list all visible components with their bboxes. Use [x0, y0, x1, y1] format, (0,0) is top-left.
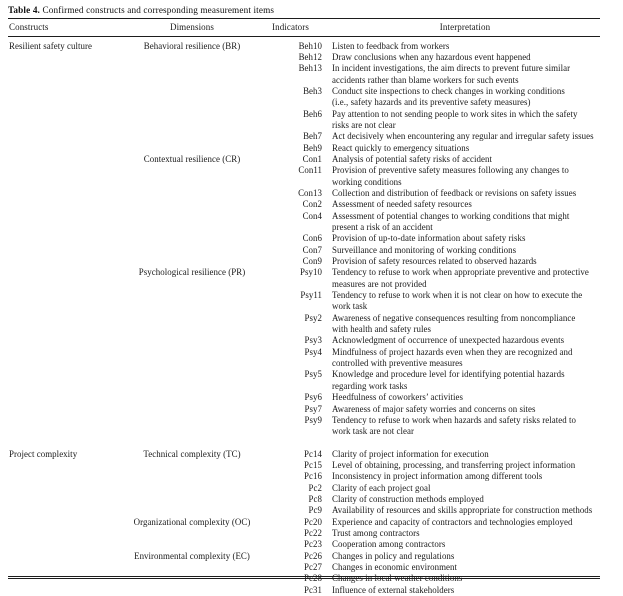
cell-interpretation: [330, 505, 600, 516]
cell-dimension: [116, 369, 268, 392]
cell-interpretation: [330, 154, 600, 165]
cell-indicator: Con6: [268, 233, 330, 244]
cell-interpretation: [330, 335, 600, 346]
cell-interpretation: [330, 369, 600, 392]
cell-indicator: Psy6: [268, 392, 330, 403]
table-row: [8, 585, 600, 596]
interpretation-line: Inconsistency in project information among different tools: [332, 471, 598, 482]
interpretation-line: work task are not clear: [332, 426, 598, 437]
interpretation-line: Surveillance and monitoring of working conditions: [332, 245, 598, 256]
interpretation-line: work task: [332, 301, 598, 312]
cell-interpretation: [330, 290, 600, 313]
cell-construct: [8, 369, 116, 392]
cell-interpretation: [330, 438, 600, 460]
cell-construct: [8, 347, 116, 370]
cell-indicator: Pc28: [268, 573, 330, 584]
cell-dimension: [116, 562, 268, 573]
table-row: [8, 109, 600, 132]
interpretation-line: Act decisively when encountering any regular and irregular safety issues: [332, 131, 598, 142]
cell-dimension: [116, 233, 268, 244]
table-row: [8, 392, 600, 403]
table-row: [8, 528, 600, 539]
cell-interpretation: [330, 562, 600, 573]
cell-interpretation: [330, 199, 600, 210]
cell-indicator: Psy10: [268, 267, 330, 290]
cell-indicator: Psy5: [268, 369, 330, 392]
cell-interpretation: [330, 37, 600, 52]
table-bottom-rule-upper: [8, 576, 600, 577]
table-caption-text: Confirmed constructs and corresponding measurement items: [42, 5, 274, 15]
cell-dimension: [116, 460, 268, 471]
interpretation-line: Assessment of needed safety resources: [332, 199, 598, 210]
table-header: [8, 19, 600, 37]
cell-construct: [8, 143, 116, 154]
cell-indicator: Pc8: [268, 494, 330, 505]
interpretation-line: Influence of external stakeholders: [332, 585, 598, 596]
cell-construct: [8, 335, 116, 346]
cell-interpretation: [330, 63, 600, 86]
cell-interpretation: [330, 313, 600, 336]
cell-dimension: [116, 392, 268, 403]
interpretation-line: risks are not clear: [332, 120, 598, 131]
cell-interpretation: [330, 404, 600, 415]
table-row: [8, 143, 600, 154]
cell-indicator: Con11: [268, 165, 330, 188]
cell-indicator: Con2: [268, 199, 330, 210]
table-row: [8, 505, 600, 516]
table-row: [8, 37, 600, 52]
cell-interpretation: [330, 392, 600, 403]
cell-indicator: Pc27: [268, 562, 330, 573]
cell-construct: Resilient safety culture: [8, 37, 116, 52]
interpretation-line: Assessment of potential changes to working conditions that might: [332, 211, 598, 222]
cell-dimension: [116, 505, 268, 516]
cell-interpretation: [330, 460, 600, 471]
table-bottom-rules: [8, 576, 600, 579]
interpretation-line: Experience and capacity of contractors and technologies employed: [332, 517, 598, 528]
cell-indicator: Pc14: [268, 438, 330, 460]
cell-interpretation: [330, 211, 600, 234]
cell-indicator: Beh9: [268, 143, 330, 154]
cell-construct: [8, 505, 116, 516]
cell-indicator: Con9: [268, 256, 330, 267]
cell-indicator: Con7: [268, 245, 330, 256]
cell-indicator: Beh12: [268, 52, 330, 63]
cell-indicator: Beh3: [268, 86, 330, 109]
cell-construct: [8, 188, 116, 199]
table-row: [8, 494, 600, 505]
table-body: [8, 37, 600, 596]
table-row: [8, 562, 600, 573]
cell-indicator: Pc15: [268, 460, 330, 471]
cell-construct: [8, 539, 116, 550]
cell-indicator: Pc20: [268, 517, 330, 528]
table-row: [8, 438, 600, 460]
interpretation-line: accidents rather than blame workers for such events: [332, 75, 598, 86]
cell-interpretation: [330, 86, 600, 109]
cell-interpretation: [330, 52, 600, 63]
cell-dimension: [116, 165, 268, 188]
cell-dimension: [116, 245, 268, 256]
interpretation-line: In incident investigations, the aim directs to prevent future similar: [332, 63, 598, 74]
cell-interpretation: [330, 245, 600, 256]
table-row: [8, 415, 600, 438]
interpretation-line: Pay attention to not sending people to work sites in which the safety: [332, 109, 598, 120]
interpretation-line: Analysis of potential safety risks of accident: [332, 154, 598, 165]
column-header-indicators: Indicators: [268, 19, 330, 36]
column-header-dimensions: Dimensions: [116, 19, 268, 36]
cell-dimension: [116, 109, 268, 132]
cell-construct: [8, 494, 116, 505]
cell-interpretation: [330, 347, 600, 370]
cell-interpretation: [330, 471, 600, 482]
interpretation-line: measures are not provided: [332, 279, 598, 290]
cell-interpretation: [330, 528, 600, 539]
table-row: [8, 188, 600, 199]
interpretation-line: Collection and distribution of feedback or revisions on safety issues: [332, 188, 598, 199]
cell-dimension: [116, 199, 268, 210]
cell-construct: [8, 154, 116, 165]
table-row: [8, 63, 600, 86]
table-row: [8, 154, 600, 165]
interpretation-line: Clarity of each project goal: [332, 483, 598, 494]
interpretation-line: (i.e., safety hazards and its preventive safety measures): [332, 97, 598, 108]
cell-indicator: Beh6: [268, 109, 330, 132]
cell-construct: [8, 199, 116, 210]
cell-dimension: [116, 52, 268, 63]
cell-dimension: [116, 415, 268, 438]
cell-indicator: Psy2: [268, 313, 330, 336]
cell-dimension: [116, 335, 268, 346]
table-caption-label: Table 4.: [8, 5, 40, 15]
cell-indicator: Con4: [268, 211, 330, 234]
cell-dimension: Behavioral resilience (BR): [116, 37, 268, 52]
interpretation-line: Acknowledgment of occurrence of unexpected hazardous events: [332, 335, 598, 346]
table-row: [8, 517, 600, 528]
interpretation-line: controlled with preventive measures: [332, 358, 598, 369]
cell-construct: [8, 404, 116, 415]
cell-indicator: Beh13: [268, 63, 330, 86]
table-row: [8, 369, 600, 392]
column-header-interpretation: Interpretation: [330, 19, 600, 36]
cell-interpretation: [330, 551, 600, 562]
cell-interpretation: [330, 517, 600, 528]
table-row: [8, 290, 600, 313]
interpretation-line: Trust among contractors: [332, 528, 598, 539]
cell-interpretation: [330, 539, 600, 550]
cell-construct: [8, 528, 116, 539]
cell-construct: Project complexity: [8, 438, 116, 460]
interpretation-line: Clarity of project information for execution: [332, 449, 598, 460]
cell-dimension: Contextual resilience (CR): [116, 154, 268, 165]
cell-construct: [8, 517, 116, 528]
cell-indicator: Pc26: [268, 551, 330, 562]
interpretation-line: Changes in policy and regulations: [332, 551, 598, 562]
interpretation-line: Changes in local weather conditions: [332, 573, 598, 584]
cell-dimension: [116, 313, 268, 336]
table-row: [8, 131, 600, 142]
table-row: [8, 199, 600, 210]
cell-indicator: Pc31: [268, 585, 330, 596]
cell-interpretation: [330, 143, 600, 154]
cell-construct: [8, 460, 116, 471]
interpretation-line: regarding work tasks: [332, 381, 598, 392]
table-row: [8, 335, 600, 346]
table-row: [8, 233, 600, 244]
table-header-row: [8, 19, 600, 36]
cell-indicator: Psy4: [268, 347, 330, 370]
cell-interpretation: [330, 483, 600, 494]
cell-dimension: [116, 347, 268, 370]
cell-construct: [8, 86, 116, 109]
interpretation-line: Awareness of major safety worries and concerns on sites: [332, 404, 598, 415]
cell-dimension: [116, 483, 268, 494]
cell-construct: [8, 551, 116, 562]
table-row: [8, 86, 600, 109]
interpretation-line: Listen to feedback from workers: [332, 41, 598, 52]
cell-indicator: Pc22: [268, 528, 330, 539]
interpretation-line: Knowledge and procedure level for identifying potential hazards: [332, 369, 598, 380]
cell-construct: [8, 109, 116, 132]
cell-construct: [8, 245, 116, 256]
table-row: [8, 267, 600, 290]
cell-construct: [8, 131, 116, 142]
cell-dimension: [116, 211, 268, 234]
cell-construct: [8, 256, 116, 267]
cell-indicator: Psy7: [268, 404, 330, 415]
constructs-table: [8, 19, 600, 596]
interpretation-line: Changes in economic environment: [332, 562, 598, 573]
cell-indicator: Psy3: [268, 335, 330, 346]
table-row: [8, 347, 600, 370]
cell-construct: [8, 211, 116, 234]
table-row: [8, 256, 600, 267]
cell-interpretation: [330, 109, 600, 132]
table-bottom-rule-lower: [8, 578, 600, 579]
cell-dimension: [116, 131, 268, 142]
cell-construct: [8, 483, 116, 494]
column-header-constructs: Constructs: [8, 19, 116, 36]
cell-construct: [8, 267, 116, 290]
cell-interpretation: [330, 233, 600, 244]
table-row: [8, 165, 600, 188]
cell-dimension: [116, 188, 268, 199]
cell-dimension: [116, 471, 268, 482]
interpretation-line: React quickly to emergency situations: [332, 143, 598, 154]
cell-dimension: [116, 290, 268, 313]
interpretation-line: Clarity of construction methods employed: [332, 494, 598, 505]
interpretation-line: Tendency to refuse to work when it is not clear on how to execute the: [332, 290, 598, 301]
cell-dimension: Organizational complexity (OC): [116, 517, 268, 528]
cell-dimension: [116, 404, 268, 415]
cell-interpretation: [330, 585, 600, 596]
interpretation-line: Draw conclusions when any hazardous event happened: [332, 52, 598, 63]
cell-construct: [8, 392, 116, 403]
table-row: [8, 313, 600, 336]
cell-indicator: Pc9: [268, 505, 330, 516]
cell-dimension: [116, 143, 268, 154]
cell-construct: [8, 52, 116, 63]
cell-construct: [8, 562, 116, 573]
cell-indicator: Pc16: [268, 471, 330, 482]
cell-dimension: [116, 528, 268, 539]
interpretation-line: working conditions: [332, 177, 598, 188]
cell-construct: [8, 165, 116, 188]
interpretation-line: Provision of up-to-date information about safety risks: [332, 233, 598, 244]
interpretation-line: Awareness of negative consequences resulting from noncompliance: [332, 313, 598, 324]
table-row: [8, 483, 600, 494]
interpretation-line: Tendency to refuse to work when hazards and safety risks related to: [332, 415, 598, 426]
interpretation-line: Level of obtaining, processing, and transferring project information: [332, 460, 598, 471]
interpretation-line: with health and safety rules: [332, 324, 598, 335]
cell-interpretation: [330, 131, 600, 142]
table-row: [8, 471, 600, 482]
cell-dimension: [116, 494, 268, 505]
cell-dimension: [116, 86, 268, 109]
table-caption: [8, 4, 600, 18]
cell-indicator: Con1: [268, 154, 330, 165]
table-row: [8, 404, 600, 415]
cell-interpretation: [330, 165, 600, 188]
cell-construct: [8, 313, 116, 336]
interpretation-line: Provision of safety resources related to observed hazards: [332, 256, 598, 267]
cell-dimension: [116, 63, 268, 86]
interpretation-line: Availability of resources and skills appropriate for construction methods: [332, 505, 598, 516]
cell-indicator: Pc2: [268, 483, 330, 494]
interpretation-line: Heedfulness of coworkers’ activities: [332, 392, 598, 403]
interpretation-line: Provision of preventive safety measures following any changes to: [332, 165, 598, 176]
interpretation-line: Conduct site inspections to check changes in working conditions: [332, 86, 598, 97]
table-row: [8, 539, 600, 550]
cell-dimension: [116, 256, 268, 267]
cell-interpretation: [330, 256, 600, 267]
cell-dimension: Environmental complexity (EC): [116, 551, 268, 562]
cell-indicator: Psy9: [268, 415, 330, 438]
cell-indicator: Pc23: [268, 539, 330, 550]
cell-indicator: Beh10: [268, 37, 330, 52]
table-row: [8, 52, 600, 63]
interpretation-line: present a risk of an accident: [332, 222, 598, 233]
cell-interpretation: [330, 188, 600, 199]
cell-indicator: Psy11: [268, 290, 330, 313]
cell-construct: [8, 233, 116, 244]
interpretation-line: Tendency to refuse to work when appropriate preventive and protective: [332, 267, 598, 278]
cell-interpretation: [330, 267, 600, 290]
cell-dimension: [116, 539, 268, 550]
cell-construct: [8, 290, 116, 313]
cell-indicator: Con13: [268, 188, 330, 199]
cell-construct: [8, 585, 116, 596]
cell-dimension: Technical complexity (TC): [116, 438, 268, 460]
cell-dimension: Psychological resilience (PR): [116, 267, 268, 290]
cell-interpretation: [330, 415, 600, 438]
cell-indicator: Beh7: [268, 131, 330, 142]
interpretation-line: Cooperation among contractors: [332, 539, 598, 550]
table-row: [8, 245, 600, 256]
table-row: [8, 551, 600, 562]
table-row: [8, 211, 600, 234]
cell-construct: [8, 63, 116, 86]
table-row: [8, 460, 600, 471]
cell-interpretation: [330, 494, 600, 505]
cell-dimension: [116, 585, 268, 596]
cell-construct: [8, 471, 116, 482]
cell-construct: [8, 415, 116, 438]
interpretation-line: Mindfulness of project hazards even when they are recognized and: [332, 347, 598, 358]
